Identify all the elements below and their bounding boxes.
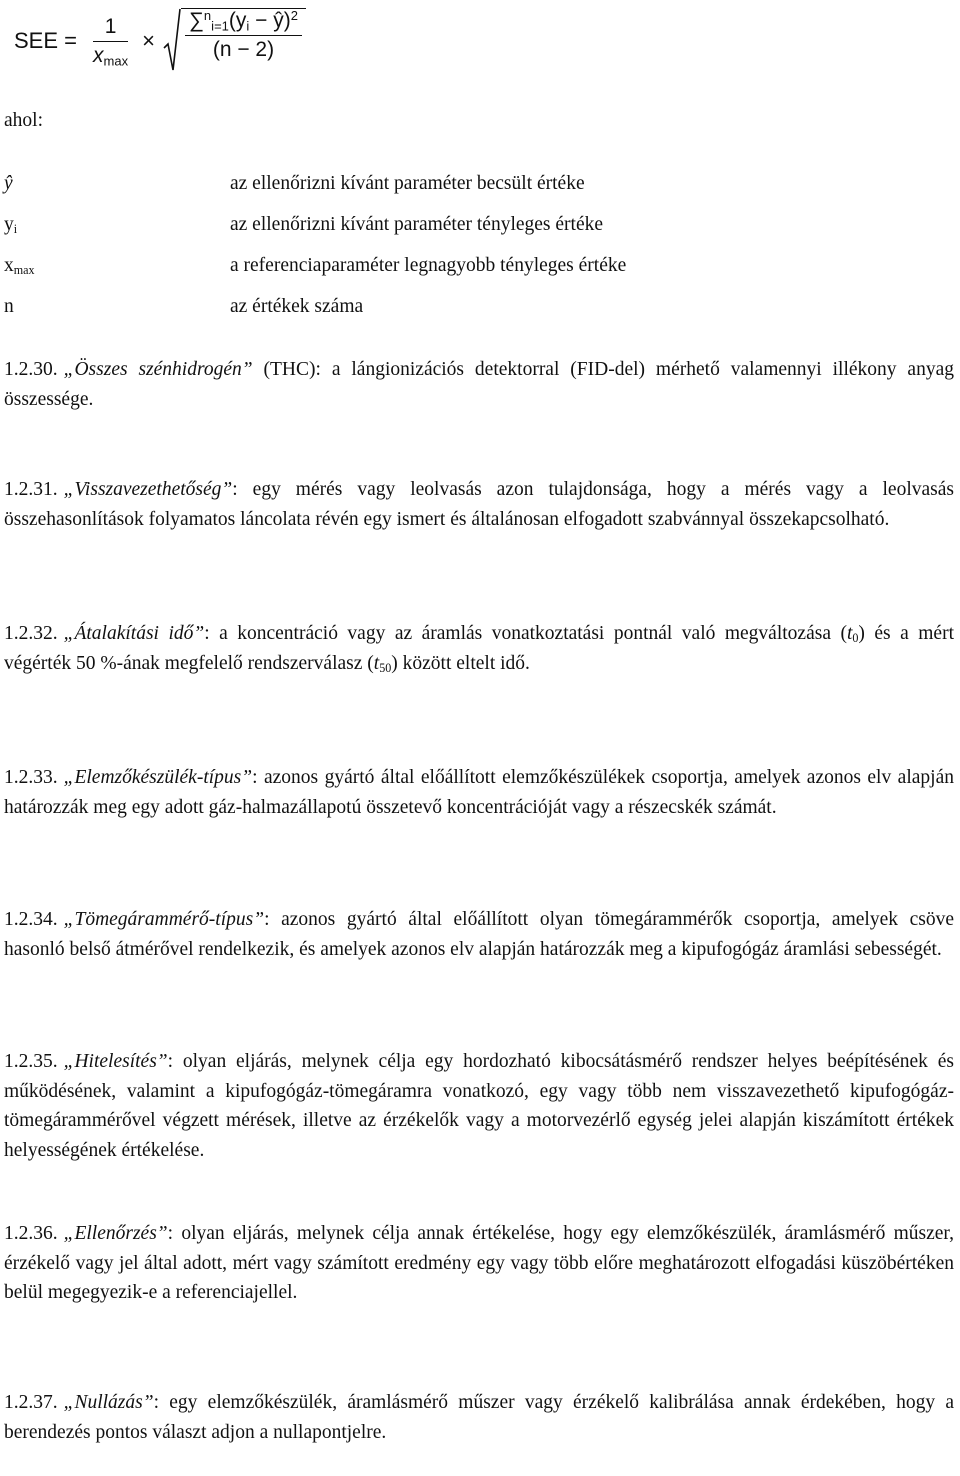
paragraph-1-2-33: 1.2.33. „Elemzőkészülék-típus”: azonos gyártó által előállított elemzőkészülékek csoportja, amelyek azonos elv alapján határozzák meg egy adott gáz-halmazállapotú összetevő koncentrációját vagy a részecskék számát.: [4, 767, 954, 818]
fraction-denominator: $x_{max}$: [92, 43, 129, 68]
definition-text: az ellenőrizni kívánt paraméter becsült értéke: [230, 172, 585, 194]
term: „Ellenőrzés”: [63, 1223, 168, 1244]
definition-symbol: n: [4, 295, 14, 317]
paragraph-1-2-36: 1.2.36. „Ellenőrzés”: olyan eljárás, melynek célja annak értékelése, hogy egy elemzőkészülék, áramlásmérő műszer, érzékelő vagy jel által adott, mért vagy számított eredmény egy vagy több előre meghatározott elfogadási küszöbértéken belül megegyezik-e a referenciajellel.: [4, 1223, 954, 1303]
term: „Összes szénhidrogén”: [63, 359, 253, 380]
term: „Nullázás”: [63, 1392, 154, 1413]
definition-text: az ellenőrizni kívánt paraméter tényleges értéke: [230, 213, 604, 235]
formula-lhs: SEE =: [14, 28, 77, 53]
definition-symbol: $x_{max}$: [4, 254, 35, 277]
definition-row: [4, 163, 944, 204]
fraction-numerator: 1: [104, 14, 117, 38]
definition-row: [4, 286, 944, 327]
paragraph-1-2-30: 1.2.30. „Összes szénhidrogén” (THC): a lángionizációs detektorral (FID-del) mérhető valamennyi illékony anyag összessége.: [4, 359, 954, 410]
root-fraction: [185, 9, 302, 62]
term: „Elemzőkészülék-típus”: [63, 767, 253, 788]
root-denominator: (n − 2): [212, 38, 275, 61]
paragraph-1-2-34: 1.2.34. „Tömegárammérő-típus”: azonos gyártó által előállított olyan tömegárammérők csoportja, amelyek csöve hasonló belső átmérővel rendelkezik, és amelyek azonos elv alapján határozzák meg a kipufogógáz áramlási sebességét.: [4, 909, 954, 960]
root-numerator: $\sum^n_{i=1}(y_i$ − ŷ)$^2$: [188, 7, 298, 34]
times-sign: ×: [142, 28, 155, 53]
term: „Hitelesítés”: [63, 1051, 168, 1072]
paragraph-1-2-31: 1.2.31. „Visszavezethetőség”: egy mérés vagy leolvasás azon tulajdonsága, hogy a mérés vagy a leolvasás összehasonlítások folyamatos láncolata révén egy ismert és általánosan elfogadott szabvánnyal összekapcsolható.: [4, 479, 954, 530]
paragraph-1-2-35: 1.2.35. „Hitelesítés”: olyan eljárás, melynek célja egy hordozható kibocsátásmérő rendszer helyes beépítésének és működésének, valamint a kipufogógáz-tömegáramra vonatkozó, egy vagy több nem visszavezethető kipufogógáz-tömegárammérővel végzett mérések, illetve az érzékelők vagy a motorvezérlő egység jelei alapján kiszámított értékek helyességének értékelése.: [4, 1051, 954, 1161]
term: „Tömegárammérő-típus”: [63, 909, 265, 930]
root-body: [181, 8, 306, 74]
definition-text: az értékek száma: [230, 295, 364, 317]
definition-symbol: ŷ: [4, 172, 13, 194]
definition-text: a referenciaparaméter legnagyobb tényleges értéke: [230, 254, 627, 276]
paragraph-1-2-37: 1.2.37. „Nullázás”: egy elemzőkészülék, áramlásmérő műszer vagy érzékelő kalibrálása annak érdekében, hogy a berendezés pontos választ adjon a nullapontjelre.: [4, 1392, 954, 1443]
ahol-label: ahol:: [4, 110, 43, 131]
term: „Átalakítási idő”: [63, 623, 205, 644]
square-root: [163, 8, 306, 74]
definition-row: [4, 204, 944, 245]
see-formula: [14, 6, 306, 76]
radical-sign-icon: [163, 8, 181, 74]
paragraph-1-2-32: 1.2.32. „Átalakítási idő”: a koncentráció vagy az áramlás vonatkoztatási pontnál való megváltozása $(t_0)$ és a mért végérték 50 %-ának megfelelő rendszerválasz $(t_{50})$ között eltelt idő.: [4, 623, 954, 675]
definitions-list: [4, 163, 944, 327]
term: „Visszavezethetőség”: [63, 479, 233, 500]
formula-fraction: [93, 15, 128, 68]
definition-symbol: $y_i$: [4, 213, 18, 236]
definition-row: [4, 245, 944, 286]
